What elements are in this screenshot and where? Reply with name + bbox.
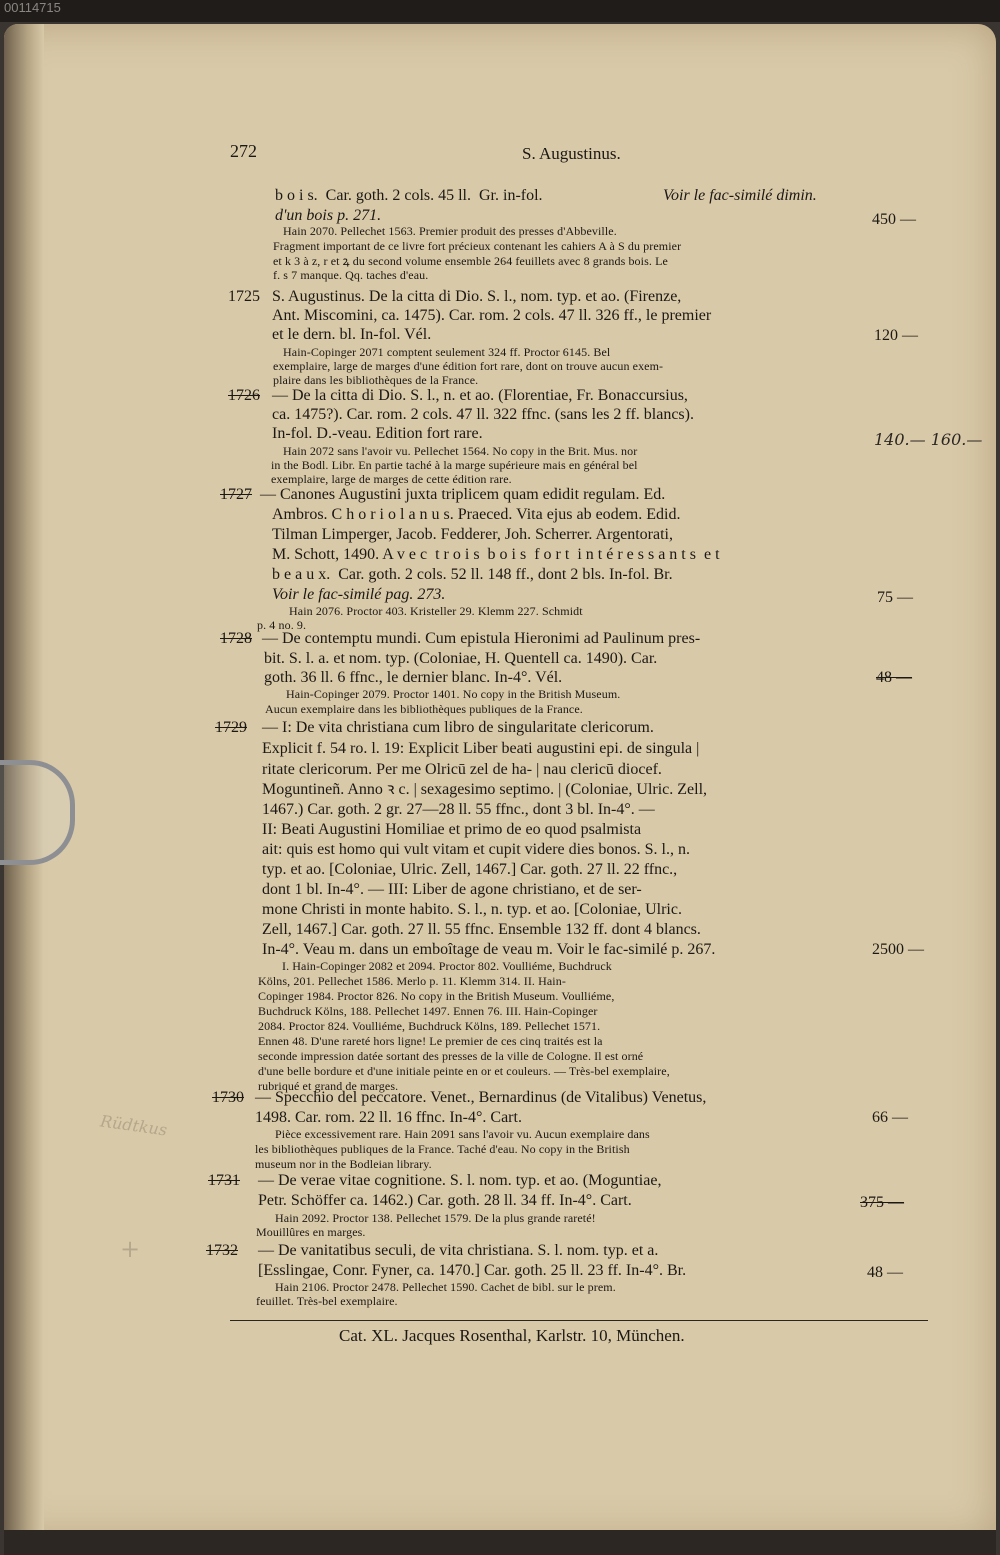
note-line: museum nor in the Bodleian library.: [255, 1157, 432, 1171]
note-line: Hain-Copinger 2079. Proctor 1401. No copy in the British Museum.: [286, 687, 621, 701]
note-line: 2084. Proctor 824. Voulliéme, Buchdruck Kölns, 189. Pellechet 1571.: [258, 1019, 601, 1033]
note-line: Kölns, 201. Pellechet 1586. Merlo p. 11. Klemm 314. II. Hain-: [258, 974, 566, 988]
note-line: Mouillûres en marges.: [256, 1225, 366, 1239]
note-line: les bibliothèques publiques de la France. Taché d'eau. No copy in the British: [255, 1142, 630, 1156]
body-line: bit. S. l. a. et nom. typ. (Coloniae, H. Quentell ca. 1490). Car.: [264, 650, 658, 667]
price: 375 —: [860, 1194, 904, 1211]
entry-number: 1732: [206, 1242, 238, 1259]
body-line: Zell, 1467.] Car. goth. 27 ll. 55 ffnc. Ensemble 132 ff. dont 4 blancs.: [262, 921, 701, 938]
paper-clip-icon: [0, 760, 75, 865]
body-line: typ. et ao. [Coloniae, Ulric. Zell, 1467.] Car. goth. 27 ll. 22 ffnc.,: [262, 861, 678, 878]
body-line: — I: De vita christiana cum libro de singularitate clericorum.: [262, 719, 654, 736]
entry-number: 1730: [212, 1089, 244, 1106]
note-line: Hain 2092. Proctor 138. Pellechet 1579. De la plus grande rareté!: [275, 1211, 596, 1225]
entry-number: 1726: [228, 387, 260, 404]
note-line: Hain 2106. Proctor 2478. Pellechet 1590. Cachet de bibl. sur le prem.: [275, 1280, 616, 1294]
body-line: In-fol. D.-veau. Edition fort rare.: [272, 425, 483, 442]
body-line: b o i s. Car. goth. 2 cols. 45 ll. Gr. in-fol.: [275, 187, 543, 204]
price: 48 —: [876, 669, 912, 686]
body-line: S. Augustinus. De la citta di Dio. S. l., nom. typ. et ao. (Firenze,: [272, 288, 682, 305]
note-line: I. Hain-Copinger 2082 et 2094. Proctor 802. Voulliéme, Buchdruck: [282, 959, 612, 973]
body-line: ait: quis est homo qui vult vitam et cupit videre dies bonos. S. l., n.: [262, 841, 690, 858]
price: 120 —: [874, 327, 918, 344]
scan-top-bar: [0, 0, 1000, 22]
body-line: 1498. Car. rom. 22 ll. 16 ffnc. In-4°. Cart.: [255, 1109, 522, 1126]
note-line: Fragment important de ce livre fort précieux contenant les cahiers A à S du premier: [273, 239, 682, 253]
note-line: feuillet. Très-bel exemplaire.: [256, 1294, 398, 1308]
body-line: — Canones Augustini juxta triplicem quam edidit regulam. Ed.: [260, 486, 666, 503]
body-line: goth. 36 ll. 6 ffnc., le dernier blanc. In-4°. Vél.: [264, 669, 563, 686]
italic-note: Voir le fac-similé pag. 273.: [272, 586, 446, 603]
body-line: 1467.) Car. goth. 2 gr. 27—28 ll. 55 ffnc., dont 3 bl. In-4°. —: [262, 801, 655, 818]
note-line: seconde impression datée sortant des presses de la ville de Cologne. Il est orné: [258, 1049, 644, 1063]
body-line: Tilman Limperger, Jacob. Fedderer, Joh. Scherrer. Argentorati,: [272, 526, 673, 543]
note-line: Copinger 1984. Proctor 826. No copy in the British Museum. Voulliéme,: [258, 989, 615, 1003]
body-line: — De verae vitae cognitione. S. l. nom. typ. et ao. (Moguntiae,: [258, 1172, 662, 1189]
price: 66 —: [872, 1109, 908, 1126]
body-line: dont 1 bl. In-4°. — III: Liber de agone christiano, et de ser-: [262, 881, 642, 898]
note-line: Hain 2076. Proctor 403. Kristeller 29. Klemm 227. Schmidt: [289, 604, 583, 618]
note-line: exemplaire, large de marges de cette édition rare.: [271, 472, 512, 486]
scan-bottom-edge: [4, 1530, 996, 1555]
footer-rule: [230, 1320, 928, 1321]
note-line: Hain-Copinger 2071 comptent seulement 324 ff. Proctor 6145. Bel: [283, 345, 611, 359]
body-line: ritate clericorum. Per me Olricū zel de ha- | nau clericū diocef.: [262, 761, 662, 778]
price: 450 —: [872, 211, 916, 228]
handwritten-price: 140.— 160.—: [874, 430, 983, 449]
page-number: 272: [230, 141, 257, 161]
footer-imprint: Cat. XL. Jacques Rosenthal, Karlstr. 10, München.: [339, 1326, 685, 1345]
scan-id-label: 00114715: [4, 0, 61, 15]
note-line: exemplaire, large de marges d'une édition fort rare, dont on trouve aucun exem-: [273, 359, 664, 373]
body-line: Moguntineñ. Anno ꝛ c. | sexagesimo septimo. | (Coloniae, Ulric. Zell,: [262, 781, 708, 798]
note-line: d'une belle bordure et d'une initiale peinte en or et couleurs. — Très-bel exemplaire,: [258, 1064, 670, 1078]
note-line: Ennen 48. D'une rareté hors ligne! Le premier de ces cinq traités est la: [258, 1034, 603, 1048]
margin-note: Rüdtkus: [99, 1111, 169, 1140]
price: 48 —: [867, 1264, 903, 1281]
italic-note: Voir le fac-similé dimin.: [663, 187, 817, 204]
note-line: Buchdruck Kölns, 188. Pellechet 1497. Ennen 76. III. Hain-Copinger: [258, 1004, 598, 1018]
margin-note: +: [120, 1235, 141, 1263]
entry-number: 1731: [208, 1172, 240, 1189]
body-line: Ambros. C h o r i o l a n u s. Praeced. Vita ejus ab eodem. Edid.: [272, 506, 681, 523]
entry-number: 1728: [220, 630, 252, 647]
note-line: Hain 2070. Pellechet 1563. Premier produit des presses d'Abbeville.: [283, 224, 617, 238]
note-line: Pièce excessivement rare. Hain 2091 sans l'avoir vu. Aucun exemplaire dans: [275, 1127, 650, 1141]
body-line: II: Beati Augustini Homiliae et primo de eo quod psalmista: [262, 821, 642, 838]
price: 2500 —: [872, 941, 924, 958]
body-line: — De vanitatibus seculi, de vita christiana. S. l. nom. typ. et a.: [258, 1242, 659, 1259]
note-line: Hain 2072 sans l'avoir vu. Pellechet 1564. No copy in the Brit. Mus. nor: [283, 444, 638, 458]
note-line: rubriqué et grand de marges.: [258, 1079, 399, 1093]
body-line: mone Christi in monte habito. S. l., n. typ. et ao. [Coloniae, Ulric.: [262, 901, 682, 918]
body-line: M. Schott, 1490. A v e c t r o i s b o i s f o r t i n t é r e s s a n t s e t: [272, 546, 720, 563]
entry-number: 1725: [228, 288, 260, 305]
body-line: Explicit f. 54 ro. l. 19: Explicit Liber beati augustini epi. de singula |: [262, 740, 700, 757]
body-line: In-4°. Veau m. dans un emboîtage de veau m. Voir le fac-similé p. 267.: [262, 941, 716, 958]
note-line: f. s 7 manque. Qq. taches d'eau.: [273, 268, 429, 282]
entry-number: 1729: [215, 719, 247, 736]
body-line: Petr. Schöffer ca. 1462.) Car. goth. 28 ll. 34 ff. In-4°. Cart.: [258, 1192, 632, 1209]
note-line: et k 3 à z, r et ꝝ du second volume ensemble 264 feuillets avec 8 grands bois. Le: [273, 254, 668, 268]
body-line: [Esslingae, Conr. Fyner, ca. 1470.] Car. goth. 25 ll. 23 ff. In-4°. Br.: [258, 1262, 687, 1279]
note-line: plaire dans les bibliothèques de la France.: [273, 373, 479, 387]
body-line: — De contemptu mundi. Cum epistula Hieronimi ad Paulinum pres-: [262, 630, 701, 647]
note-line: p. 4 no. 9.: [257, 618, 307, 632]
body-line: Ant. Miscomini, ca. 1475). Car. rom. 2 cols. 47 ll. 326 ff., le premier: [272, 307, 712, 324]
body-line: et le dern. bl. In-fol. Vél.: [272, 326, 432, 343]
body-line: — Specchio del peccatore. Venet., Bernardinus (de Vitalibus) Venetus,: [255, 1089, 707, 1106]
running-title: S. Augustinus.: [522, 144, 621, 163]
body-line: b e a u x. Car. goth. 2 cols. 52 ll. 148 ff., dont 2 bls. In-fol. Br.: [272, 566, 673, 583]
italic-note: d'un bois p. 271.: [275, 207, 382, 224]
note-line: Aucun exemplaire dans les bibliothèques publiques de la France.: [265, 702, 583, 716]
body-line: — De la citta di Dio. S. l., n. et ao. (Florentiae, Fr. Bonaccursius,: [272, 387, 688, 404]
price: 75 —: [877, 589, 913, 606]
body-line: ca. 1475?). Car. rom. 2 cols. 47 ll. 322 ffnc. (sans les 2 ff. blancs).: [272, 406, 694, 423]
entry-number: 1727: [220, 486, 252, 503]
note-line: in the Bodl. Libr. En partie taché à la marge supérieure mais en général bel: [271, 458, 638, 472]
